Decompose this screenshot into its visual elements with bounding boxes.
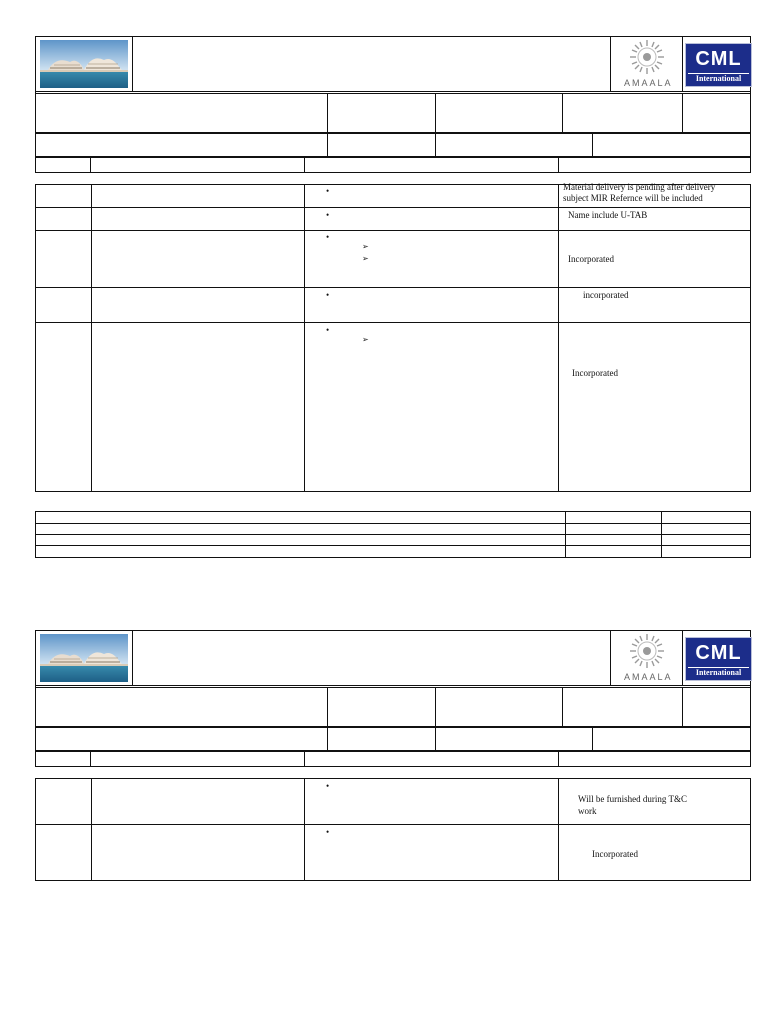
divider (682, 36, 683, 92)
divider (592, 727, 593, 751)
divider (35, 322, 751, 323)
divider (562, 687, 563, 727)
bullet-icon: • (326, 290, 330, 300)
bullet-icon: • (326, 186, 330, 196)
cml-logo-sub: International (688, 667, 749, 678)
bullet-icon: • (326, 232, 330, 242)
divider (35, 726, 751, 728)
arrow-bullet-icon: ➢ (362, 335, 369, 344)
divider (35, 545, 751, 546)
divider (327, 93, 328, 157)
arrow-bullet-icon: ➢ (362, 254, 369, 263)
amaala-logo (620, 38, 674, 90)
arrow-bullet-icon: ➢ (362, 242, 369, 251)
divider (682, 93, 683, 133)
divider (562, 93, 563, 133)
divider (558, 751, 559, 767)
cml-logo-main: CML (695, 48, 742, 70)
response-text: Will be furnished during T&C (578, 794, 687, 804)
bullet-icon: • (326, 781, 330, 791)
project-photo (40, 40, 128, 88)
divider (132, 36, 133, 92)
divider (682, 687, 683, 727)
amaala-emblem-icon (620, 632, 674, 670)
bullet-icon: • (326, 325, 330, 335)
divider (35, 523, 751, 524)
divider (682, 630, 683, 686)
amaala-wordmark: AMAALA (624, 78, 673, 88)
response-text: Incorporated (592, 849, 638, 859)
divider (327, 687, 328, 751)
divider (35, 534, 751, 535)
divider (35, 685, 751, 686)
amaala-emblem-icon (620, 38, 674, 76)
divider (435, 687, 436, 751)
divider (35, 687, 751, 688)
divider (35, 230, 751, 231)
divider (35, 93, 751, 94)
divider (35, 750, 751, 752)
divider (558, 778, 559, 881)
response-text: Name include U-TAB (568, 210, 648, 220)
divider (610, 36, 611, 92)
divider (132, 630, 133, 686)
cml-logo (686, 638, 751, 680)
project-photo (40, 634, 128, 682)
response-text: work (578, 806, 597, 816)
divider (304, 751, 305, 767)
divider (91, 778, 92, 881)
divider (35, 132, 751, 134)
amaala-wordmark: AMAALA (624, 672, 673, 682)
divider (35, 287, 751, 288)
divider (35, 207, 751, 208)
divider (565, 511, 566, 558)
divider (610, 630, 611, 686)
divider (304, 157, 305, 173)
response-text: Material delivery is pending after delivery (563, 182, 716, 192)
response-text: Incorporated (568, 254, 614, 264)
response-text: subject MIR Refernce will be included (563, 193, 703, 203)
divider (592, 133, 593, 157)
response-text: Incorporated (572, 368, 618, 378)
divider (661, 511, 662, 558)
divider (435, 93, 436, 157)
divider (35, 824, 751, 825)
divider (558, 157, 559, 173)
divider (35, 91, 751, 92)
bullet-icon: • (326, 210, 330, 220)
divider (90, 751, 91, 767)
cml-logo (686, 44, 751, 86)
divider (90, 157, 91, 173)
divider (35, 156, 751, 158)
divider (304, 778, 305, 881)
response-text: incorporated (583, 290, 629, 300)
bullet-icon: • (326, 827, 330, 837)
cml-logo-sub: International (688, 73, 749, 84)
cml-logo-main: CML (695, 642, 742, 664)
amaala-logo (620, 632, 674, 684)
